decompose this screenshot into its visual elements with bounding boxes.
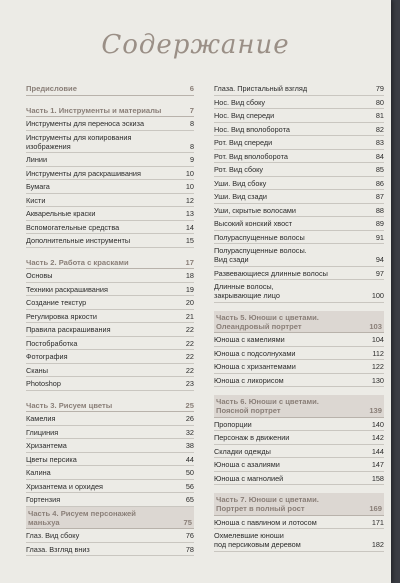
toc-entry[interactable] (26, 453, 194, 467)
page-number: 142 (371, 433, 384, 442)
toc-column-left (26, 82, 194, 556)
entry-title: Юноша с азалиями (214, 460, 280, 469)
toc-entry[interactable] (26, 167, 194, 181)
entry-title: Инструменты для раскрашивания (26, 168, 141, 178)
chapter-title: Часть 6. Юноши с цветами. Поясной портрет (216, 397, 319, 415)
page-number: 79 (375, 84, 384, 93)
entry-title: Глаза. Взгляд вниз (26, 544, 90, 554)
entry-title: Дополнительные инструменты (26, 236, 131, 245)
page-number: 87 (375, 192, 384, 201)
entry-title: Акварельные краски (26, 209, 96, 218)
page-number: 50 (185, 468, 194, 477)
toc-entry[interactable] (214, 431, 384, 445)
page-number: 9 (189, 155, 194, 164)
toc-entry[interactable] (214, 231, 384, 245)
entry-title: Глаз. Вид сбоку (26, 531, 80, 540)
page-number: 94 (375, 255, 384, 264)
entry-title: Фотография (26, 352, 68, 361)
entry-title: Гортензия (26, 495, 61, 504)
entry-title: Инструменты для копирования изображения (26, 132, 132, 151)
toc-entry[interactable] (214, 217, 384, 231)
entry-title: Цветы персика (26, 454, 77, 464)
page-number: 10 (185, 168, 194, 178)
toc-entry[interactable] (26, 153, 194, 167)
toc-entry[interactable] (26, 377, 194, 391)
entry-title: Правила раскрашивания (26, 325, 111, 334)
entry-title: Уши. Вид сзади (214, 192, 267, 201)
toc-entry[interactable] (214, 109, 384, 123)
toc-entry[interactable] (26, 234, 194, 248)
chapter-title: Предисловие (26, 84, 77, 93)
entry-title: Линии (26, 155, 48, 164)
page-number: 86 (375, 178, 384, 188)
toc-entry[interactable] (214, 516, 384, 530)
entry-title: Юноша с магнолией (214, 473, 284, 483)
chapter-title: Часть 5. Юноши с цветами. Олеандровый портрет (216, 312, 319, 331)
toc-entry[interactable] (214, 267, 384, 281)
page-number: 80 (375, 97, 384, 107)
toc-entry[interactable] (214, 374, 384, 388)
page-number: 84 (375, 151, 384, 161)
entry-title: Постобработка (26, 338, 78, 348)
page-number: 23 (185, 379, 194, 388)
entry-title: Нос. Вид спереди (214, 111, 275, 120)
chapter-title: Часть 4. Рисуем персонажей маньхуа (28, 508, 136, 527)
toc-chapter[interactable] (26, 399, 194, 413)
toc-entry[interactable] (26, 364, 194, 378)
page-number: 147 (371, 460, 384, 469)
page-number: 112 (372, 348, 384, 358)
toc-entry[interactable] (214, 360, 384, 374)
entry-title: Рот. Вид сбоку (214, 165, 264, 174)
entry-title: Инструменты для переноса эскиза (26, 119, 145, 128)
entry-title: Хризантема (26, 441, 67, 450)
entry-title: Длинные волосы, закрывающие лицо (214, 282, 280, 300)
toc-entry[interactable] (214, 244, 384, 267)
page-number: 182 (371, 540, 384, 549)
page-number: 139 (369, 406, 382, 415)
toc-entry[interactable] (214, 190, 384, 204)
page-number: 20 (185, 298, 194, 307)
page-number: 22 (185, 352, 194, 361)
entry-title: Нос. Вид вполоборота (214, 124, 290, 134)
toc-entry[interactable] (214, 96, 384, 110)
page-number: 169 (369, 504, 382, 513)
page-number: 140 (371, 419, 384, 429)
page-number: 15 (185, 236, 194, 245)
entry-title: Юноша с камелиями (214, 335, 285, 344)
entry-title: Рот. Вид вполоборота (214, 151, 288, 161)
toc-entry[interactable] (26, 194, 194, 208)
toc-entry[interactable] (214, 418, 384, 432)
toc-entry[interactable] (214, 82, 384, 96)
toc-entry[interactable] (214, 123, 384, 137)
toc-entry[interactable] (26, 480, 194, 494)
page-number: 91 (375, 232, 384, 242)
page-number: 8 (189, 141, 194, 151)
entry-title: Техники раскрашивания (26, 284, 108, 294)
toc-entry[interactable] (214, 458, 384, 472)
page-number: 171 (371, 517, 384, 527)
page-number: 97 (375, 268, 384, 278)
entry-title: Полураспущенные волосы (214, 232, 305, 242)
toc-entry[interactable] (26, 350, 194, 364)
page-number: 19 (185, 284, 194, 294)
entry-title: Камелия (26, 414, 56, 423)
page-number: 122 (371, 362, 384, 371)
entry-title: Создание текстур (26, 298, 87, 307)
chapter-title: Часть 7. Юноши с цветами. Портрет в полный рост (216, 495, 319, 513)
toc-entry[interactable] (26, 529, 194, 543)
entry-title: Охмелевшие юноши под персиковым деревом (214, 531, 301, 549)
entry-title: Хризантема и орхидея (26, 481, 103, 491)
page-number: 7 (189, 105, 194, 115)
page-number: 130 (371, 375, 384, 385)
toc-entry[interactable] (26, 323, 194, 337)
page-number: 25 (185, 400, 194, 410)
entry-title: Развевающиеся длинные волосы (214, 268, 328, 278)
entry-title: Photoshop (26, 379, 61, 388)
entry-title: Сканы (26, 365, 48, 375)
entry-title: Юноша с ликорисом (214, 375, 284, 385)
entry-title: Уши. Вид сбоку (214, 178, 267, 188)
toc-entry[interactable] (214, 280, 384, 303)
toc-column-right (214, 82, 384, 552)
toc-chapter[interactable] (26, 104, 194, 118)
entry-title: Складки одежды (214, 446, 271, 456)
chapter-title: Часть 2. Работа с красками (26, 257, 129, 267)
toc-entry[interactable] (26, 296, 194, 310)
page-number: 6 (189, 84, 194, 93)
page-number: 75 (183, 517, 192, 527)
toc-entry[interactable] (214, 445, 384, 459)
page-number: 100 (371, 291, 384, 300)
page-number: 44 (185, 454, 194, 464)
entry-title: Вспомогательные средства (26, 222, 120, 232)
page-number: 56 (185, 481, 194, 491)
page-number: 10 (185, 182, 194, 191)
toc-entry[interactable] (214, 136, 384, 150)
toc-entry[interactable] (214, 177, 384, 191)
toc-chapter[interactable] (26, 256, 194, 270)
toc-chapter[interactable] (26, 507, 194, 530)
page-number: 17 (185, 257, 194, 267)
page-number: 13 (185, 209, 194, 218)
toc-chapter[interactable] (214, 311, 384, 334)
toc-entry[interactable] (26, 412, 194, 426)
page-number: 103 (369, 321, 382, 331)
page-number: 81 (375, 111, 384, 120)
page-number: 85 (375, 165, 384, 174)
page-number: 12 (185, 195, 194, 205)
toc-entry[interactable] (26, 543, 194, 557)
section-gap (26, 248, 194, 256)
page-number: 89 (375, 219, 384, 228)
entry-title: Пропорции (214, 419, 252, 429)
page-number: 88 (375, 205, 384, 215)
entry-title: Персонаж в движении (214, 433, 290, 442)
entry-title: Юноша с подсолнухами (214, 348, 296, 358)
section-gap (26, 96, 194, 104)
entry-title: Высокий конский хвост (214, 219, 293, 228)
toc-entry[interactable] (26, 493, 194, 507)
page-number: 21 (185, 311, 194, 321)
toc-entry[interactable] (26, 131, 194, 154)
toc-entry[interactable] (26, 221, 194, 235)
toc-entry[interactable] (214, 150, 384, 164)
page-number: 22 (185, 338, 194, 348)
toc-entry[interactable] (214, 472, 384, 486)
toc-entry[interactable] (26, 337, 194, 351)
section-gap (214, 485, 384, 493)
entry-title: Рот. Вид спереди (214, 138, 273, 147)
toc-entry[interactable] (214, 163, 384, 177)
toc-entry[interactable] (26, 117, 194, 131)
entry-title: Полураспущенные волосы. Вид сзади (214, 246, 307, 264)
page-number: 38 (185, 441, 194, 450)
toc-entry[interactable] (214, 529, 384, 552)
entry-title: Нос. Вид сбоку (214, 97, 266, 107)
toc-chapter[interactable] (214, 493, 384, 516)
toc-chapter[interactable] (214, 395, 384, 418)
entry-title: Основы (26, 271, 53, 280)
entry-title: Юноша с хризантемами (214, 362, 296, 371)
toc-entry[interactable] (214, 204, 384, 218)
section-gap (26, 391, 194, 399)
page-number: 144 (371, 446, 384, 456)
page-number: 76 (185, 531, 194, 540)
toc-entry[interactable] (26, 207, 194, 221)
page-number: 22 (185, 325, 194, 334)
entry-title: Кисти (26, 195, 46, 205)
page-number: 14 (185, 222, 194, 232)
entry-title: Калина (26, 468, 51, 477)
page-number: 82 (375, 124, 384, 134)
toc-entry[interactable] (26, 180, 194, 194)
page-number: 83 (375, 138, 384, 147)
chapter-title: Часть 1. Инструменты и материалы (26, 105, 162, 115)
page-number: 65 (185, 495, 194, 504)
page-number: 104 (371, 335, 384, 344)
toc-entry[interactable] (214, 333, 384, 347)
toc-chapter[interactable] (26, 82, 194, 96)
entry-title: Бумага (26, 182, 50, 191)
toc-entry[interactable] (26, 269, 194, 283)
toc-entry[interactable] (26, 426, 194, 440)
page-number: 32 (185, 427, 194, 437)
section-gap (214, 303, 384, 311)
toc-entry[interactable] (26, 310, 194, 324)
toc-entry[interactable] (26, 283, 194, 297)
entry-title: Глициния (26, 427, 59, 437)
entry-title: Регулировка яркости (26, 311, 97, 321)
toc-entry[interactable] (26, 439, 194, 453)
entry-title: Юноша с павлином и лотосом (214, 517, 317, 527)
toc-entry[interactable] (214, 347, 384, 361)
entry-title: Глаза. Пристальный взгляд (214, 84, 308, 93)
page-number: 8 (189, 119, 194, 128)
page-number: 18 (185, 271, 194, 280)
page-number: 26 (185, 414, 194, 423)
toc-entry[interactable] (26, 466, 194, 480)
page-number: 22 (185, 365, 194, 375)
page-number: 78 (185, 544, 194, 554)
chapter-title: Часть 3. Рисуем цветы (26, 400, 113, 410)
page-title: Содержание (101, 30, 290, 60)
page-number: 158 (371, 473, 384, 483)
entry-title: Уши, скрытые волосами (214, 205, 296, 215)
section-gap (214, 387, 384, 395)
